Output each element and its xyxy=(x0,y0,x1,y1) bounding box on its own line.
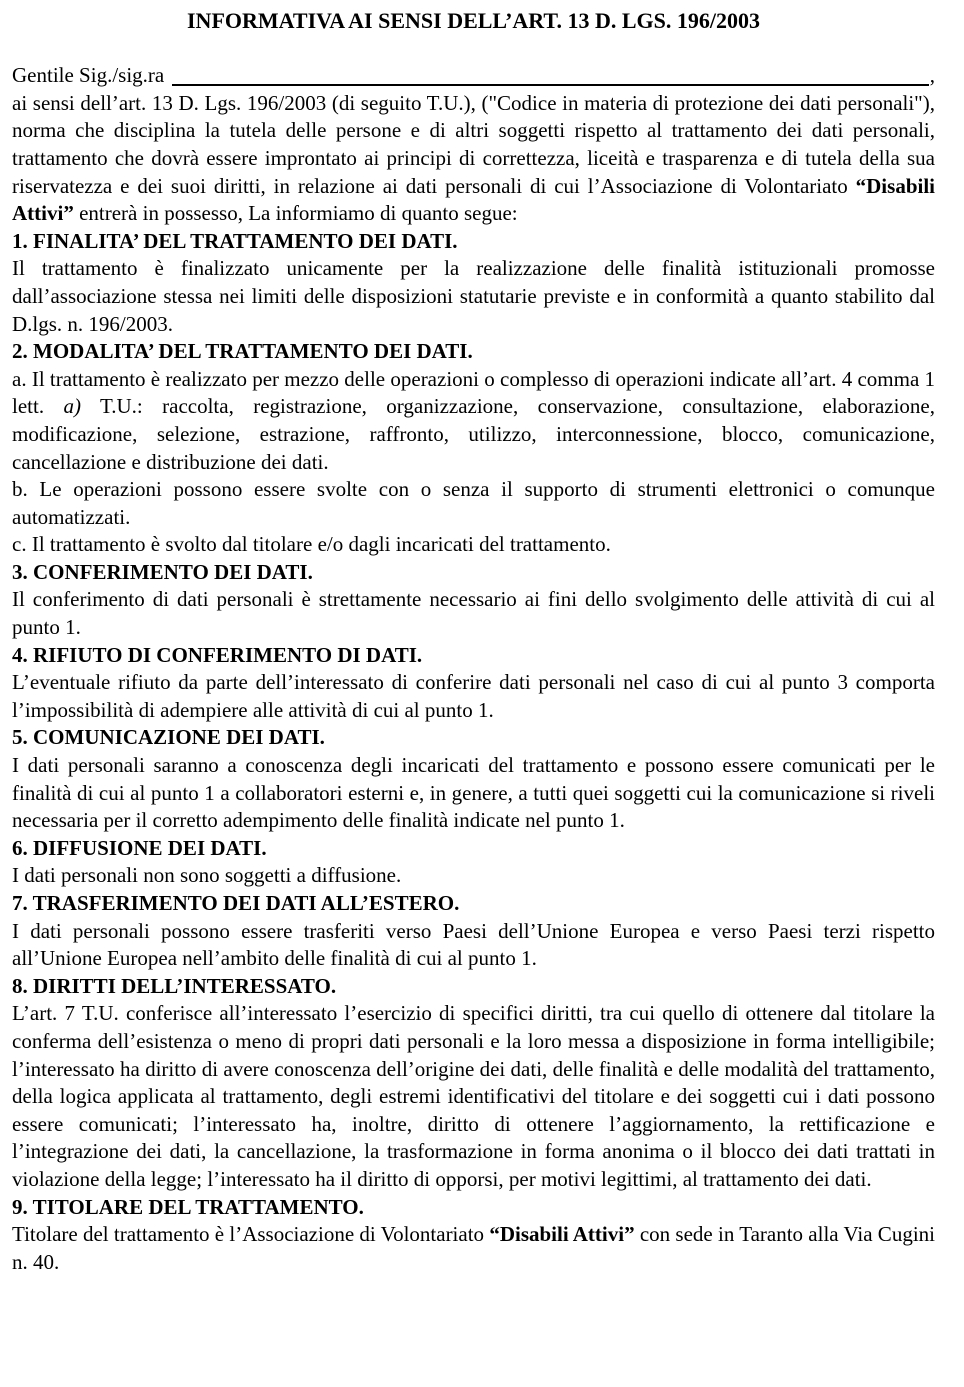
association-name: “Disabili Attivi” xyxy=(489,1222,635,1247)
section-2-para-a xyxy=(12,366,935,476)
section-9-heading: 9. TITOLARE DEL TRATTAMENTO. xyxy=(12,1194,364,1219)
section-1-body: Il trattamento è finalizzato unicamente per la realizzazione delle finalità istituzionali promosse dall’associazione stessa nei limiti delle disposizioni statutarie previste e in conformità a quanto stabilito dal D.lgs. n. 196/2003. xyxy=(12,256,935,336)
section-7-body: I dati personali possono essere trasferiti verso Paesi dell’Unione Europea e verso Paesi terzi rispetto all’Unione Europea nell’ambito delle finalità di cui al punto 1. xyxy=(12,918,935,971)
section-6-heading: 6. DIFFUSIONE DEI DATI. xyxy=(12,835,267,860)
section-3-body: Il conferimento di dati personali è strettamente necessario ai fini dello svolgimento delle attività di cui al punto 1. xyxy=(12,587,935,640)
section-1-heading: 1. FINALITA’ DEL TRATTAMENTO DEI DATI. xyxy=(12,228,458,253)
section-9-body xyxy=(12,1221,935,1276)
section-9-text-1: Titolare del trattamento è l’Associazione di Volontariato xyxy=(12,1222,490,1247)
section-8-heading: 8. DIRITTI DELL’INTERESSATO. xyxy=(12,973,337,998)
section-8-body: L’art. 7 T.U. conferisce all’interessato l’esercizio di specifici diritti, tra cui quello di ottenere dal titolare la conferma dell’esistenza o meno di propri dati personali e la loro messa a disposizione in forma intelligibile; l’interessato ha diritto di avere conoscenza dell’origine dei dati, delle finalità e delle modalità del trattamento, della logica applicata al trattamento, degli estremi identificativi del titolare e dei soggetti cui i dati possono essere comunicati; l’interessato ha, inoltre, diritto di ottenere l’aggiornamento, la rettificazione e l’integrazione dei dati, la cancellazione, la trasformazione in forma anonima o il blocco dei dati trattati in violazione della legge; l’interessato ha il diritto di opporsi, per motivi legittimi, al trattamento dei dati. xyxy=(12,1001,935,1191)
lett-a-italic: a) xyxy=(63,394,81,419)
intro-paragraph xyxy=(12,90,935,228)
section-5-heading: 5. COMUNICAZIONE DEI DATI. xyxy=(12,725,325,750)
intro-text-2: entrerà in possesso, La informiamo di quanto segue: xyxy=(73,201,518,226)
association-name: “Disabili Attivi” xyxy=(12,173,935,226)
intro-text-1: ai sensi dell’art. 13 D. Lgs. 196/2003 (di seguito T.U.), ("Codice in materia di protezione dei dati personali"), norma che disciplina la tutela delle persone e di altri soggetti rispetto al trattamento dei dati personali, trattamento che dovrà essere improntato ai principi di correttezza, liceità e trasparenza e di tutela della sua riservatezza e dei suoi diritti, in relazione ai dati personali di cui l’Associazione di Volontariato xyxy=(12,90,935,198)
section-2-para-c: c. Il trattamento è svolto dal titolare e/o dagli incaricati del trattamento. xyxy=(12,532,611,557)
greeting-line xyxy=(12,62,935,90)
section-2-para-b: b. Le operazioni possono essere svolte con o senza il supporto di strumenti elettronici o comunque automatizzati. xyxy=(12,477,935,529)
section-6-body: I dati personali non sono soggetti a diffusione. xyxy=(12,863,402,888)
section-2-para-a-text-1: a. Il trattamento è realizzato per mezzo delle operazioni o complesso di operazioni indicate all’art. 4 comma 1 lett. xyxy=(12,366,936,419)
document-title: INFORMATIVA AI SENSI DELL’ART. 13 D. LGS. 196/2003 xyxy=(187,8,760,33)
section-2-heading: 2. MODALITA’ DEL TRATTAMENTO DEI DATI. xyxy=(12,339,473,364)
name-fill-in-blank xyxy=(172,84,929,86)
section-9-text-2: con sede in Taranto alla Via Cugini n. 40. xyxy=(12,1222,935,1274)
section-3-heading: 3. CONFERIMENTO DEI DATI. xyxy=(12,559,313,584)
section-4-heading: 4. RIFIUTO DI CONFERIMENTO DI DATI. xyxy=(12,642,423,667)
section-4-body: L’eventuale rifiuto da parte dell’interessato di conferire dati personali nel caso di cui al punto 3 comporta l’impossibilità di adempiere alle attività di cui al punto 1. xyxy=(12,670,935,722)
greeting-label: Gentile Sig./sig.ra xyxy=(12,63,165,88)
greeting-comma: , xyxy=(929,63,935,88)
section-2-para-a-text-2: T.U.: raccolta, registrazione, organizzazione, conservazione, consultazione, elaborazione, modificazione, selezione, estrazione, raffronto, utilizzo, interconnessione, blocco, comunicazione, cancellazione e distribuzione dei dati. xyxy=(12,394,935,474)
section-5-body: I dati personali saranno a conoscenza degli incaricati del trattamento e possono essere comunicati per le finalità di cui al punto 1 a collaboratori esterni e, in genere, a tutti quei soggetti cui la comunicazione si riveli necessaria per il corretto adempimento delle finalità indicate nel punto 1. xyxy=(12,753,935,833)
section-7-heading: 7. TRASFERIMENTO DEI DATI ALL’ESTERO. xyxy=(12,891,460,915)
